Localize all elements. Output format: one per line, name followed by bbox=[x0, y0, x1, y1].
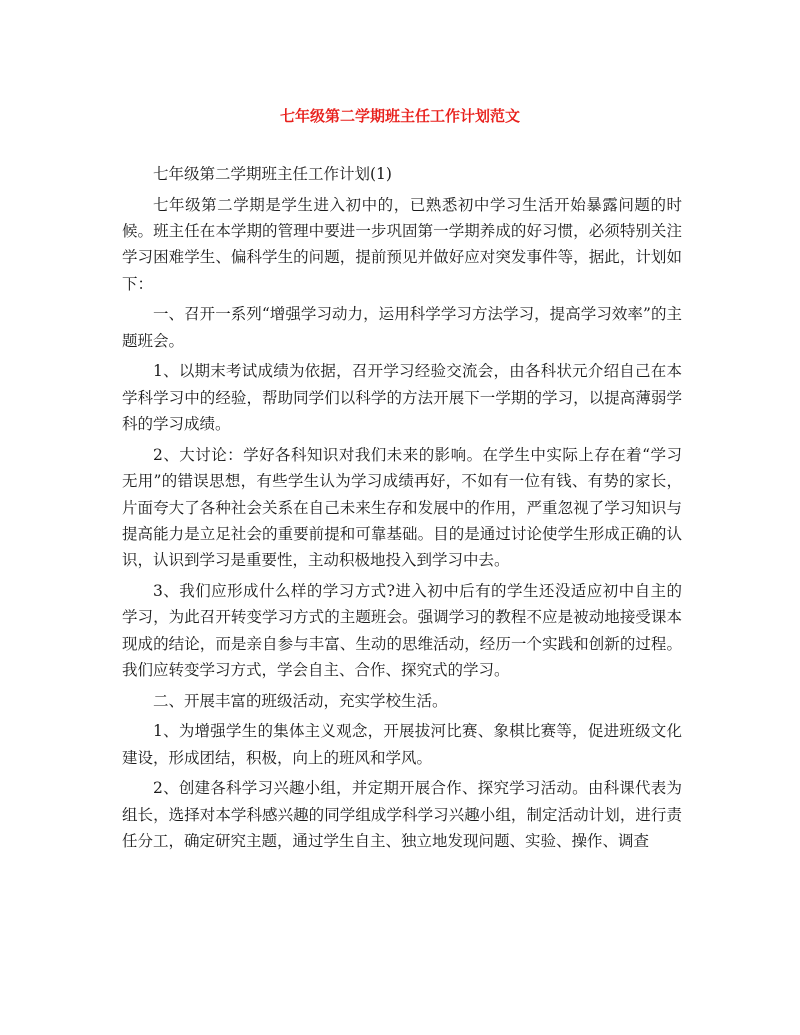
part-two-heading: 二、开展丰富的班级活动，充实学校生活。 bbox=[153, 691, 448, 710]
paragraph-item: 1、为增强学生的集体主义观念，开展拔河比赛、象棋比赛等，促进班级文化建设，形成团结，积极，向上的班风和学风。 bbox=[122, 722, 682, 767]
document-body bbox=[122, 161, 682, 859]
section-heading: 七年级第二学期班主任工作计划(1) bbox=[153, 165, 392, 183]
document-title: 七年级第二学期班主任工作计划范文 bbox=[279, 107, 520, 125]
part-one-heading: 一、召开一系列“增强学习动力，运用科学学习方法学习，提高学习效率”的主题班会。 bbox=[122, 305, 682, 350]
paragraph-item: 2、大讨论：学好各科知识对我们未来的影响。在学生中实际上存在着“学习无用”的错误思想，有些学生认为学习成绩再好，不如有一位有钱、有势的家长，片面夸大了各种社会关系在自己未来生存和发展中的作用，严重忽视了学习知识与提高能力是立足社会的重要前提和可靠基础。目的是通过讨论使学生形成正确的认识，认识到学习是重要性，主动积极地投入到学习中去。 bbox=[122, 445, 682, 570]
paragraph-item: 2、创建各科学习兴趣小组，并定期开展合作、探究学习活动。由科课代表为组长，选择对本学科感兴趣的同学组成学科学习兴趣小组，制定活动计划，进行责任分工，确定研究主题，通过学生自主、独立地发现问题、实验、操作、调查 bbox=[122, 779, 682, 851]
paragraph-item: 3、我们应形成什么样的学习方式?进入初中后有的学生还没适应初中自主的学习，为此召开转变学习方式的主题班会。强调学习的教程不应是被动地接受课本现成的结论，而是亲自参与丰富、生动的思维活动，经历一个实践和创新的过程。我们应转变学习方式，学会自主、合作、探究式的学习。 bbox=[122, 582, 682, 680]
intro-paragraph: 七年级第二学期是学生进入初中的，已熟悉初中学习生活开始暴露问题的时候。班主任在本学期的管理中要进一步巩固第一学期养成的好习惯，必须特别关注学习困难学生、偏科学生的问题，提前预见并做好应对突发事件等，据此，计划如下： bbox=[122, 195, 682, 293]
paragraph-item: 1、以期末考试成绩为依据，召开学习经验交流会，由各科状元介绍自己在本学科学习中的经验，帮助同学们以科学的方法开展下一学期的学习，以提高薄弱学科的学习成绩。 bbox=[122, 362, 682, 434]
